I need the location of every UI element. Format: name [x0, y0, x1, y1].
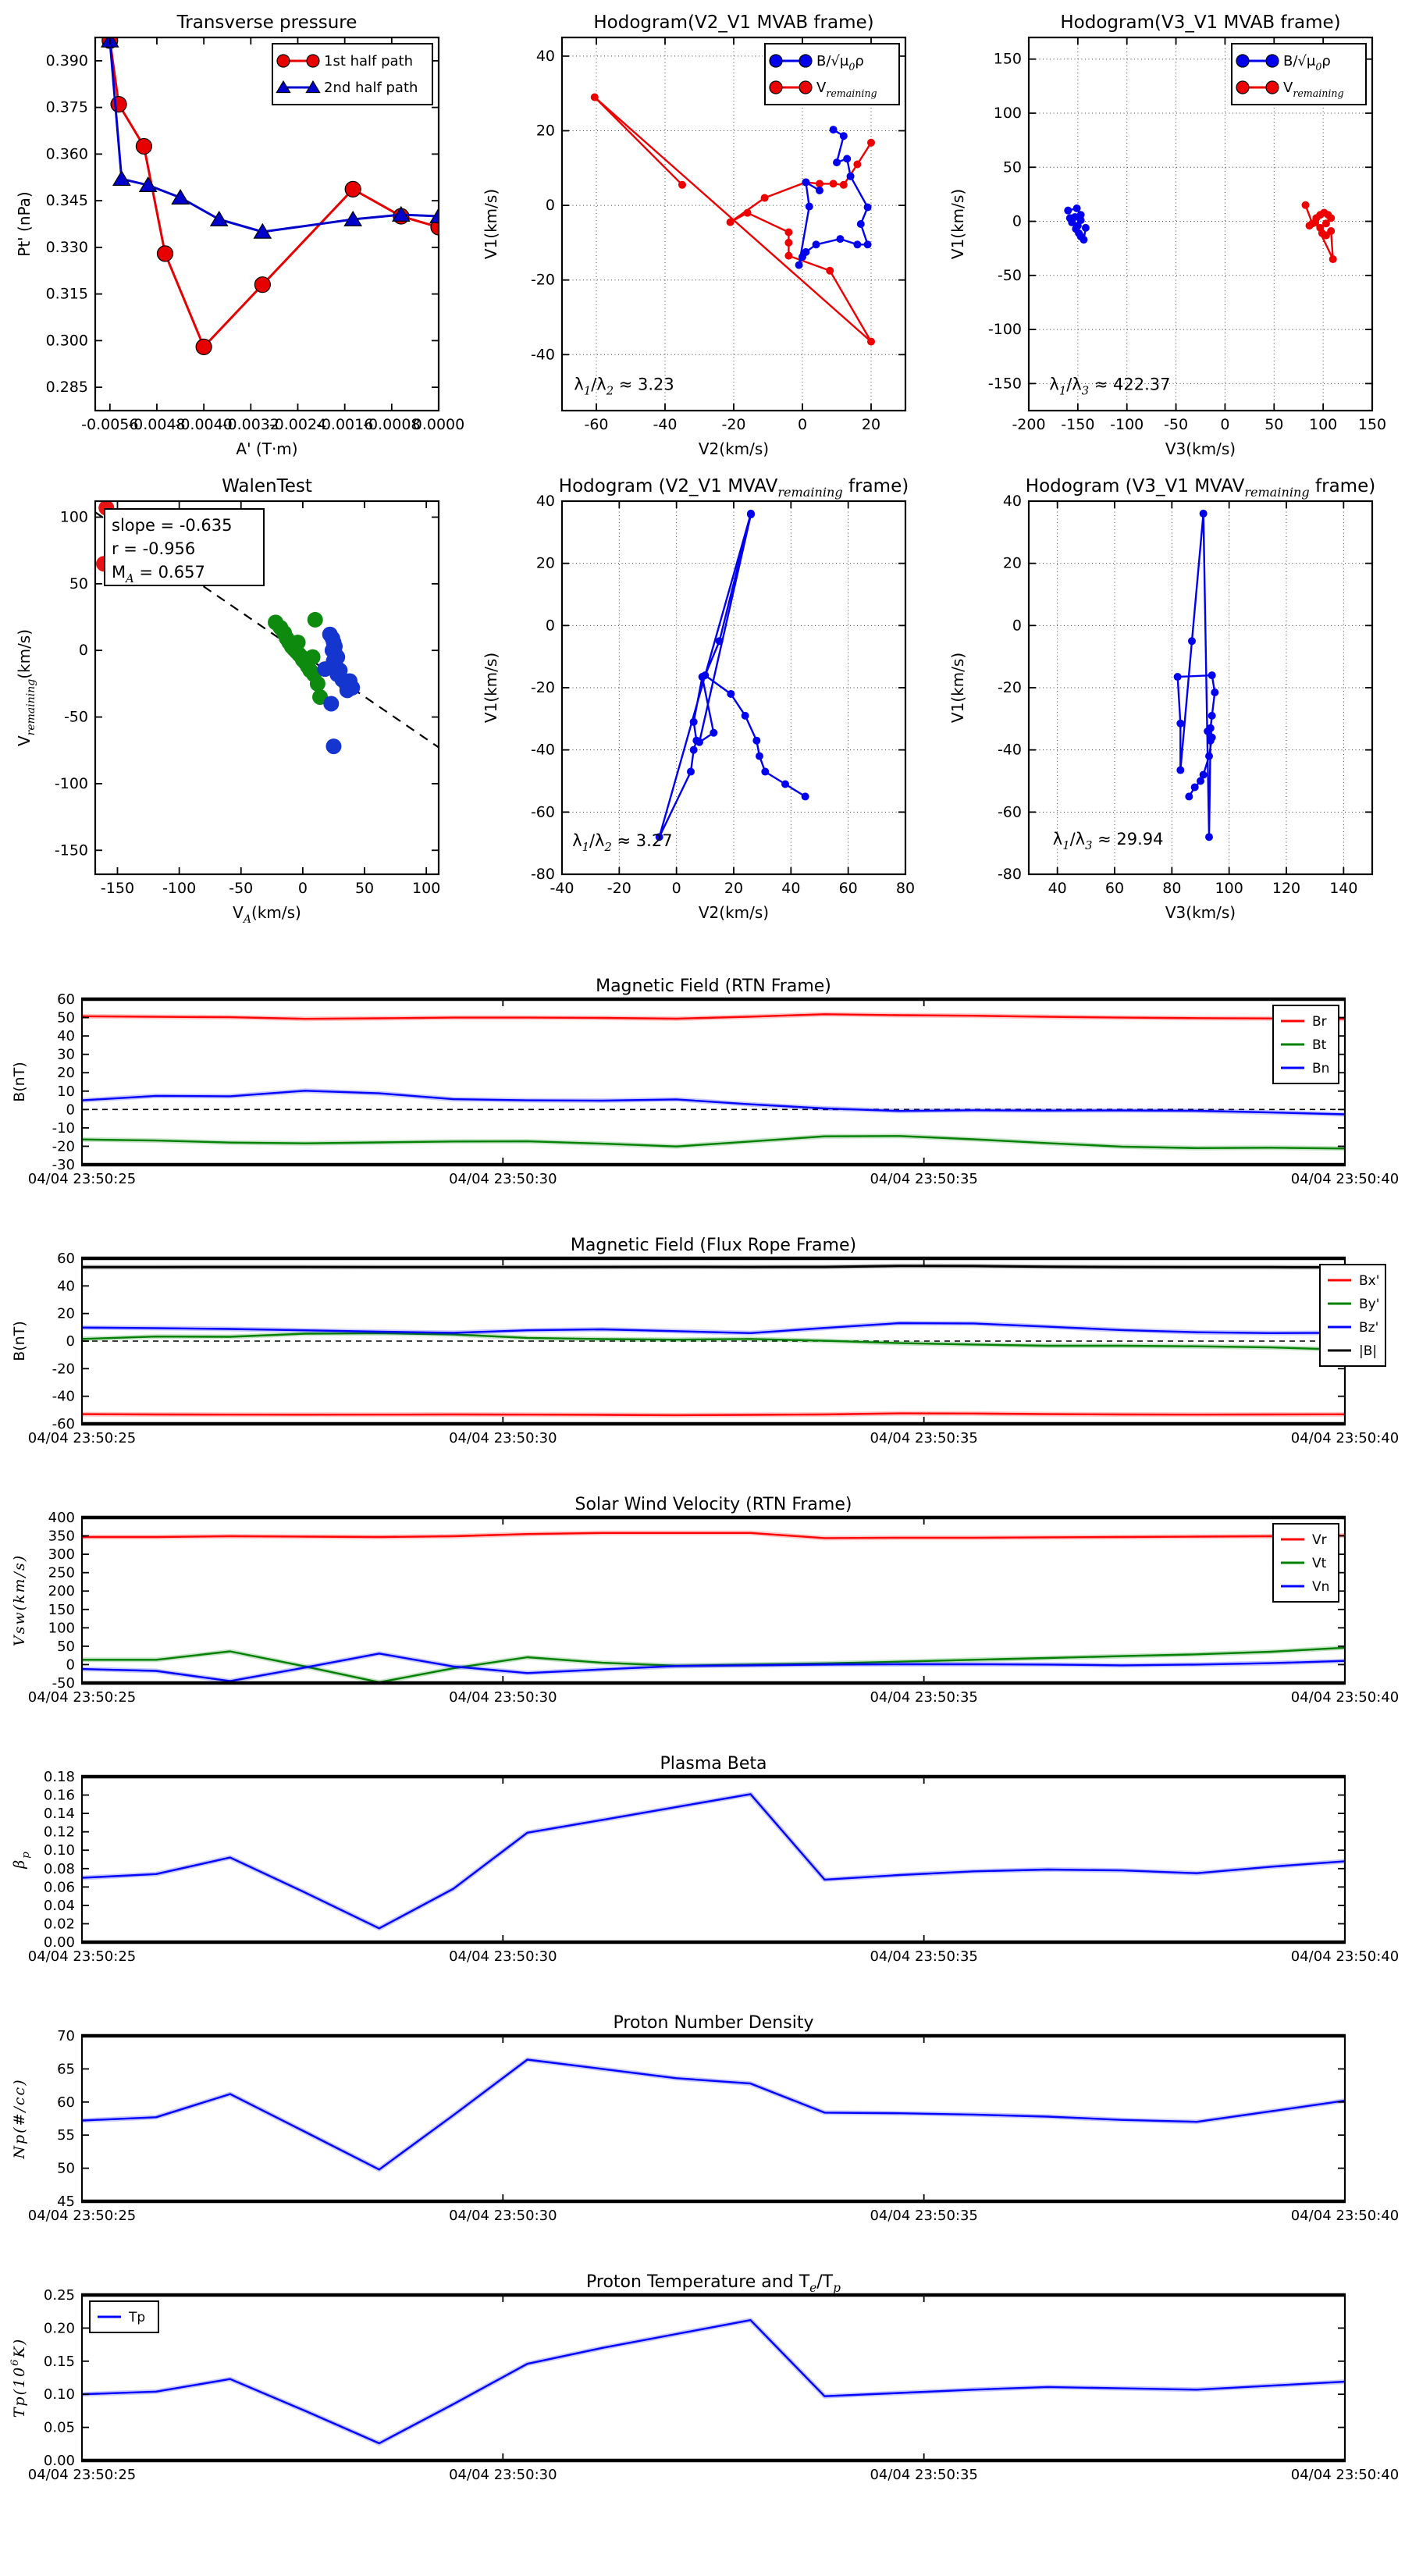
svg-text:-100: -100 [1110, 416, 1144, 433]
legend-label: Br [1312, 1014, 1327, 1030]
svg-text:-100: -100 [162, 880, 197, 897]
svg-text:-0.0024: -0.0024 [269, 416, 327, 433]
svg-text:100: 100 [59, 508, 88, 526]
svg-text:-150: -150 [1061, 416, 1095, 433]
svg-text:100: 100 [1309, 416, 1338, 433]
svg-text:0: 0 [66, 1101, 75, 1119]
svg-text:40: 40 [57, 1028, 75, 1045]
legend-label: Bt [1312, 1037, 1327, 1053]
svg-text:04/04 23:50:30: 04/04 23:50:30 [449, 2208, 557, 2224]
legend-label: $V_{remaining}$ [1283, 80, 1344, 99]
y-axis-label: V1(km/s) [948, 188, 967, 260]
chart-title: WalenTest [222, 476, 312, 496]
svg-text:45: 45 [57, 2194, 75, 2210]
svg-text:200: 200 [48, 1583, 75, 1600]
svg-text:20: 20 [535, 122, 555, 140]
svg-text:0.345: 0.345 [45, 192, 88, 210]
chart-title: Hodogram (V2_V1 $MVAV_{remaining}$ frame) [558, 476, 909, 500]
chart-title: Hodogram(V2_V1 MVAB frame) [593, 12, 874, 33]
svg-text:-40: -40 [52, 1388, 75, 1405]
lambda-ratio-annotation: $\lambda_1/\lambda_3 \approx 422.37$ [1049, 375, 1171, 398]
svg-text:04/04 23:50:35: 04/04 23:50:35 [870, 2467, 978, 2483]
svg-text:04/04 23:50:25: 04/04 23:50:25 [27, 2208, 137, 2224]
svg-text:50: 50 [69, 575, 88, 592]
chart-title: Magnetic Field (Flux Rope Frame) [570, 1236, 857, 1255]
svg-text:-20: -20 [997, 679, 1022, 696]
legend-label: Vn [1312, 1579, 1330, 1595]
lambda-ratio-annotation: $\lambda_1/\lambda_3 \approx 29.94$ [1052, 829, 1164, 852]
svg-text:40: 40 [1002, 493, 1022, 510]
y-axis-label: V1(km/s) [482, 188, 500, 260]
legend-label: Bx' [1359, 1273, 1380, 1289]
svg-text:04/04 23:50:30: 04/04 23:50:30 [449, 1171, 557, 1187]
svg-text:-20: -20 [530, 271, 555, 289]
x-axis-label: V3(km/s) [1165, 903, 1236, 922]
svg-text:0: 0 [545, 617, 555, 635]
svg-text:0: 0 [66, 1333, 75, 1350]
svg-text:04/04 23:50:25: 04/04 23:50:25 [27, 1171, 137, 1187]
y-axis-label: $Tp(10^6K)$ [9, 2337, 28, 2418]
svg-text:04/04 23:50:35: 04/04 23:50:35 [870, 1689, 978, 1706]
svg-text:20: 20 [724, 880, 744, 897]
svg-text:-40: -40 [530, 741, 555, 759]
chart-title: Proton Temperature and $T_e/T_p$ [586, 2272, 841, 2295]
svg-text:150: 150 [1357, 416, 1387, 433]
svg-text:04/04 23:50:30: 04/04 23:50:30 [449, 2467, 557, 2483]
chart-title: Hodogram (V3_V1 $MVAV_{remaining}$ frame) [1025, 476, 1376, 500]
svg-text:20: 20 [861, 416, 881, 433]
svg-text:20: 20 [57, 1305, 75, 1322]
svg-text:-150: -150 [54, 841, 88, 859]
lambda-ratio-annotation: $\lambda_1/\lambda_2 \approx 3.23$ [574, 375, 674, 398]
svg-text:-100: -100 [987, 321, 1022, 339]
svg-text:65: 65 [57, 2061, 75, 2078]
svg-text:04/04 23:50:25: 04/04 23:50:25 [27, 1430, 137, 1446]
chart-title: Magnetic Field (RTN Frame) [596, 977, 831, 996]
svg-text:20: 20 [57, 1065, 75, 1082]
figure-hodogram-v2v1-mvab [475, 9, 939, 477]
svg-text:0.16: 0.16 [43, 1787, 75, 1804]
legend-label: Tp [129, 2310, 146, 2325]
svg-text:-50: -50 [1164, 416, 1189, 433]
svg-text:0.00: 0.00 [43, 2453, 75, 2469]
legend-label: 2nd half path [324, 80, 418, 96]
y-axis-label: $\beta_p$ [11, 1850, 32, 1869]
y-axis-label: V1(km/s) [482, 652, 500, 724]
svg-text:250: 250 [48, 1564, 75, 1582]
svg-text:-40: -40 [997, 741, 1022, 759]
walen-stats-line: slope = -0.635 [112, 516, 233, 535]
svg-text:-100: -100 [54, 774, 88, 792]
svg-text:100: 100 [1215, 880, 1243, 897]
svg-text:0.05: 0.05 [43, 2419, 75, 2436]
svg-text:-0.0056: -0.0056 [81, 416, 139, 433]
svg-text:04/04 23:50:25: 04/04 23:50:25 [27, 2467, 137, 2483]
svg-text:0.08: 0.08 [43, 1860, 75, 1877]
legend-label: Vt [1312, 1556, 1327, 1571]
svg-text:04/04 23:50:40: 04/04 23:50:40 [1290, 2467, 1400, 2483]
svg-text:60: 60 [57, 1251, 75, 1267]
svg-text:20: 20 [535, 554, 555, 572]
svg-text:-60: -60 [584, 416, 609, 433]
legend-label: 1st half path [324, 53, 414, 69]
svg-text:-50: -50 [63, 708, 88, 726]
svg-text:40: 40 [535, 47, 555, 65]
chart-title: Transverse pressure [176, 12, 357, 33]
legend-label: By' [1359, 1297, 1380, 1312]
figure-mag-field-flux-rope [4, 1235, 1401, 1496]
legend-label: Vr [1312, 1532, 1327, 1548]
svg-text:0.00: 0.00 [43, 1934, 75, 1951]
svg-text:-80: -80 [997, 866, 1022, 883]
legend-label: $B/√\mu_0\rho$ [816, 53, 864, 73]
svg-text:0.25: 0.25 [43, 2287, 75, 2304]
svg-text:0.14: 0.14 [43, 1806, 75, 1823]
svg-text:-40: -40 [550, 880, 574, 897]
figure-proton-number-density [4, 2012, 1401, 2273]
svg-text:20: 20 [1002, 554, 1022, 572]
x-axis-label: V2(km/s) [698, 439, 770, 458]
svg-text:0.0000: 0.0000 [412, 416, 465, 433]
svg-text:0.285: 0.285 [45, 379, 88, 397]
svg-text:10: 10 [57, 1083, 75, 1100]
svg-text:30: 30 [57, 1046, 75, 1063]
svg-text:-50: -50 [997, 266, 1022, 284]
svg-text:50: 50 [1002, 158, 1022, 176]
svg-text:0.18: 0.18 [43, 1769, 75, 1785]
chart-title: Hodogram(V3_V1 MVAB frame) [1060, 12, 1341, 33]
svg-text:0: 0 [1012, 212, 1022, 230]
figure-transverse-pressure [8, 9, 472, 477]
chart-title: Plasma Beta [660, 1754, 767, 1774]
svg-text:04/04 23:50:35: 04/04 23:50:35 [870, 1430, 978, 1446]
svg-text:-20: -20 [52, 1361, 75, 1378]
svg-text:0.375: 0.375 [45, 98, 88, 116]
svg-text:0.02: 0.02 [43, 1916, 75, 1933]
svg-text:80: 80 [895, 880, 916, 897]
svg-text:50: 50 [57, 1009, 75, 1026]
chart-title: Solar Wind Velocity (RTN Frame) [574, 1495, 852, 1514]
svg-text:-40: -40 [530, 346, 555, 364]
svg-text:0: 0 [545, 197, 555, 215]
svg-text:-20: -20 [52, 1138, 75, 1155]
legend-label: $B/√\mu_0\rho$ [1283, 53, 1331, 73]
svg-text:-20: -20 [721, 416, 746, 433]
svg-text:-60: -60 [52, 1416, 75, 1432]
legend-label: |B| [1359, 1343, 1378, 1359]
chart-title: Proton Number Density [613, 2013, 814, 2033]
x-axis-label: $V_A(km/s)$ [233, 903, 301, 926]
svg-text:60: 60 [838, 880, 858, 897]
svg-text:40: 40 [57, 1278, 75, 1295]
svg-text:0: 0 [1012, 617, 1022, 635]
svg-text:-0.0032: -0.0032 [222, 416, 279, 433]
svg-text:-40: -40 [653, 416, 678, 433]
svg-text:-0.0040: -0.0040 [175, 416, 233, 433]
y-axis-label: V1(km/s) [948, 652, 967, 724]
svg-text:400: 400 [48, 1510, 75, 1526]
svg-text:40: 40 [535, 493, 555, 510]
svg-text:-20: -20 [606, 880, 631, 897]
svg-text:04/04 23:50:40: 04/04 23:50:40 [1290, 2208, 1400, 2224]
svg-text:0: 0 [1220, 416, 1230, 433]
svg-text:04/04 23:50:30: 04/04 23:50:30 [449, 1948, 557, 1965]
svg-text:0.10: 0.10 [43, 2386, 75, 2403]
figure-solar-wind-velocity [4, 1494, 1401, 1755]
svg-text:0.330: 0.330 [45, 238, 88, 256]
x-axis-label: V3(km/s) [1165, 439, 1236, 458]
walen-stats-line: r = -0.956 [112, 539, 196, 558]
svg-text:04/04 23:50:35: 04/04 23:50:35 [870, 1171, 978, 1187]
y-axis-label: Np(#/cc) [11, 2078, 28, 2159]
svg-text:350: 350 [48, 1528, 75, 1545]
svg-text:-60: -60 [997, 803, 1022, 821]
svg-text:100: 100 [993, 104, 1022, 122]
svg-text:-60: -60 [530, 803, 555, 821]
svg-text:150: 150 [48, 1601, 75, 1618]
svg-text:04/04 23:50:40: 04/04 23:50:40 [1290, 1689, 1400, 1706]
svg-text:0: 0 [671, 880, 681, 897]
svg-text:50: 50 [1264, 416, 1284, 433]
svg-text:0: 0 [66, 1656, 75, 1674]
svg-text:80: 80 [1162, 880, 1182, 897]
svg-text:55: 55 [57, 2127, 75, 2144]
y-axis-label: Vsw(km/s) [11, 1553, 28, 1647]
svg-text:0.360: 0.360 [45, 145, 88, 163]
svg-text:100: 100 [48, 1620, 75, 1637]
figure-mag-field-rtn [4, 976, 1401, 1236]
lambda-ratio-annotation: $\lambda_1/\lambda_2 \approx 3.27$ [572, 831, 673, 855]
svg-text:-50: -50 [52, 1675, 75, 1692]
svg-text:-10: -10 [52, 1119, 75, 1137]
x-axis-label: V2(km/s) [698, 903, 770, 922]
figure-hodogram-v3v1-mvav [941, 473, 1405, 941]
figure-hodogram-v3v1-mvab [941, 9, 1405, 477]
svg-text:-30: -30 [52, 1157, 75, 1173]
svg-text:0.06: 0.06 [43, 1879, 75, 1896]
svg-text:-20: -20 [530, 679, 555, 696]
legend-label: Bn [1312, 1061, 1330, 1076]
svg-text:40: 40 [781, 880, 801, 897]
svg-text:70: 70 [57, 2028, 75, 2044]
walen-stats-line: $M_A = 0.657$ [112, 563, 205, 585]
svg-text:-200: -200 [1012, 416, 1046, 433]
svg-text:04/04 23:50:30: 04/04 23:50:30 [449, 1430, 557, 1446]
svg-text:-0.0008: -0.0008 [363, 416, 421, 433]
svg-text:04/04 23:50:35: 04/04 23:50:35 [870, 1948, 978, 1965]
svg-text:0: 0 [297, 880, 308, 897]
svg-text:0.315: 0.315 [45, 285, 88, 303]
svg-text:100: 100 [412, 880, 441, 897]
svg-text:0.300: 0.300 [45, 332, 88, 350]
x-axis-label: A' (T·m) [236, 439, 298, 458]
svg-text:04/04 23:50:40: 04/04 23:50:40 [1290, 1171, 1400, 1187]
svg-text:-0.0048: -0.0048 [128, 416, 186, 433]
y-axis-label: B(nT) [11, 1062, 28, 1102]
svg-text:150: 150 [993, 50, 1022, 68]
svg-text:0.10: 0.10 [43, 1842, 75, 1859]
svg-text:50: 50 [354, 880, 375, 897]
svg-text:60: 60 [1104, 880, 1125, 897]
svg-text:04/04 23:50:35: 04/04 23:50:35 [870, 2208, 978, 2224]
figure-hodogram-v2v1-mvav [475, 473, 939, 941]
svg-text:-0.0016: -0.0016 [315, 416, 374, 433]
y-axis-label: $V_{remaining}(km/s)$ [15, 628, 37, 747]
legend-label: $V_{remaining}$ [816, 80, 877, 99]
svg-text:0.04: 0.04 [43, 1897, 75, 1914]
svg-text:-50: -50 [229, 880, 254, 897]
svg-text:04/04 23:50:25: 04/04 23:50:25 [27, 1948, 137, 1965]
svg-text:60: 60 [57, 991, 75, 1008]
svg-text:50: 50 [57, 2160, 75, 2177]
svg-text:-80: -80 [530, 866, 555, 883]
svg-text:300: 300 [48, 1546, 75, 1564]
svg-text:140: 140 [1329, 880, 1358, 897]
svg-text:0.20: 0.20 [43, 2320, 75, 2337]
figure-plasma-beta [4, 1753, 1401, 2014]
svg-text:04/04 23:50:30: 04/04 23:50:30 [449, 1689, 557, 1706]
svg-text:-150: -150 [100, 880, 135, 897]
svg-text:04/04 23:50:40: 04/04 23:50:40 [1290, 1430, 1400, 1446]
svg-text:04/04 23:50:25: 04/04 23:50:25 [27, 1689, 137, 1706]
svg-text:60: 60 [57, 2094, 75, 2111]
figure-proton-temperature [4, 2272, 1401, 2532]
svg-text:40: 40 [1048, 880, 1067, 897]
svg-text:0.12: 0.12 [43, 1823, 75, 1841]
legend-label: Bz' [1359, 1320, 1379, 1336]
svg-text:50: 50 [57, 1638, 75, 1655]
svg-text:-150: -150 [987, 375, 1022, 393]
svg-text:0.15: 0.15 [43, 2353, 75, 2370]
svg-text:0: 0 [797, 416, 808, 433]
y-axis-label: B(nT) [11, 1321, 28, 1361]
figure-walen-test [8, 473, 472, 941]
y-axis-label: Pt' (nPa) [15, 191, 34, 257]
svg-text:0.390: 0.390 [45, 52, 88, 69]
svg-text:04/04 23:50:40: 04/04 23:50:40 [1290, 1948, 1400, 1965]
svg-text:120: 120 [1272, 880, 1301, 897]
svg-text:0: 0 [78, 642, 88, 660]
